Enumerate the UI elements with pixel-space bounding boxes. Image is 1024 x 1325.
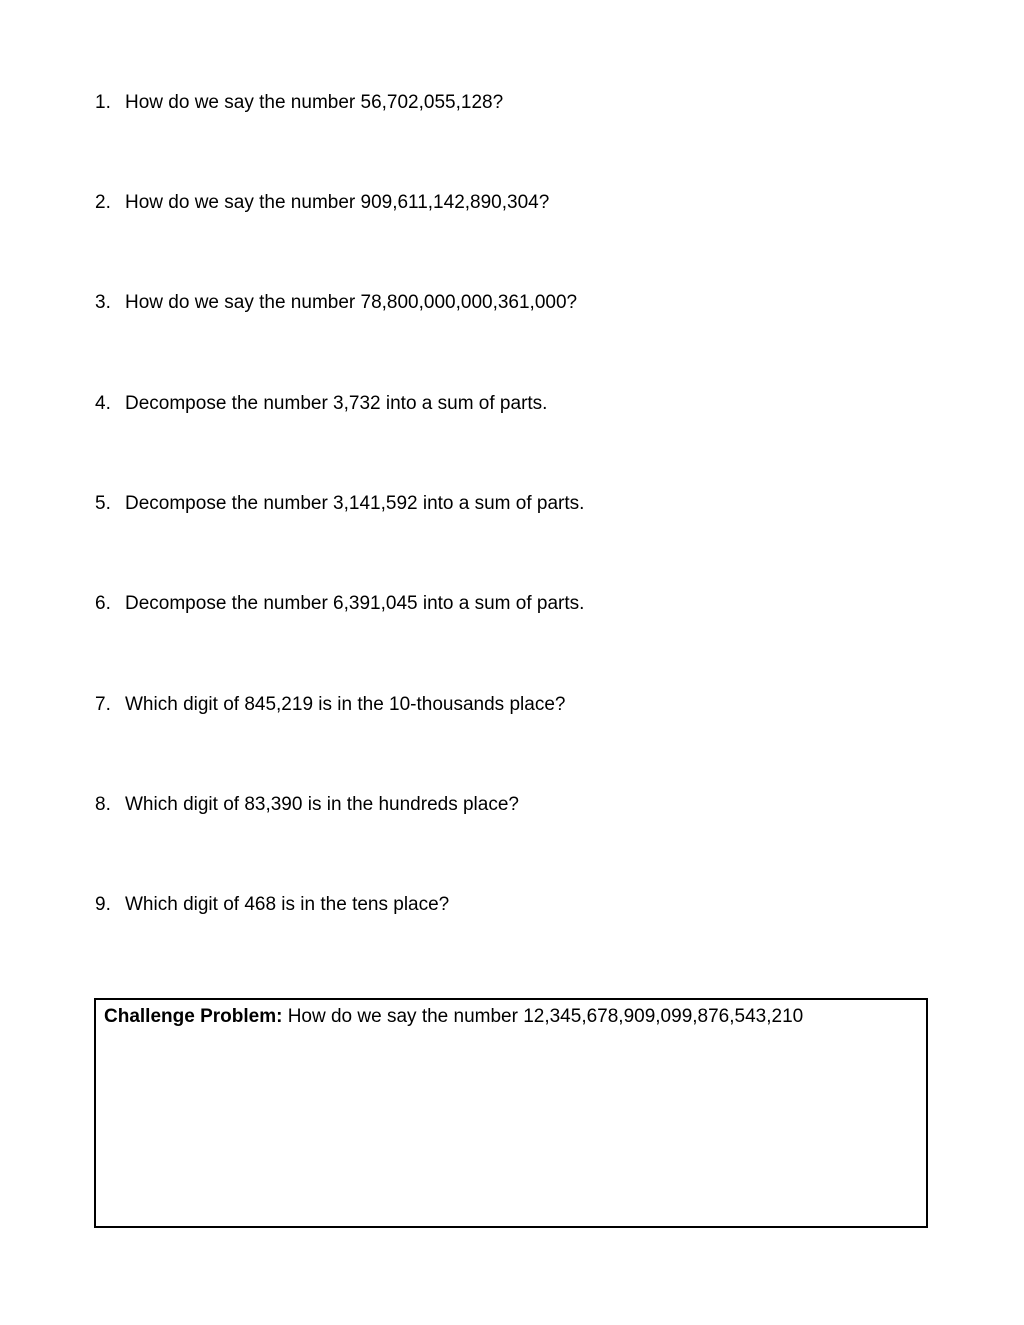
question-1 [95, 92, 503, 114]
question-number: 6. [95, 593, 111, 614]
question-7 [95, 694, 565, 716]
question-number: 4. [95, 393, 111, 414]
question-3 [95, 292, 577, 314]
question-text: Decompose the number 6,391,045 into a sum of parts. [125, 593, 585, 614]
question-number: 3. [95, 292, 111, 313]
question-text: Decompose the number 3,732 into a sum of parts. [125, 393, 548, 414]
question-number: 2. [95, 192, 111, 213]
question-number: 8. [95, 794, 111, 815]
question-4 [95, 393, 547, 415]
question-6 [95, 593, 584, 615]
question-5 [95, 493, 584, 515]
question-number: 1. [95, 92, 111, 113]
question-9 [95, 894, 449, 916]
question-text: How do we say the number 56,702,055,128? [125, 92, 504, 113]
question-number: 7. [95, 694, 111, 715]
question-text: Which digit of 845,219 is in the 10-thousands place? [125, 694, 566, 715]
question-text: Which digit of 468 is in the tens place? [125, 894, 450, 915]
question-text: Which digit of 83,390 is in the hundreds place? [125, 794, 519, 815]
challenge-label: Challenge Problem: [104, 1006, 283, 1027]
challenge-problem-box [94, 998, 928, 1228]
question-text: How do we say the number 909,611,142,890,304? [125, 192, 550, 213]
challenge-text: How do we say the number 12,345,678,909,099,876,543,210 [282, 1006, 804, 1027]
question-number: 5. [95, 493, 111, 514]
question-2 [95, 192, 549, 214]
challenge-problem [104, 1006, 803, 1028]
question-text: How do we say the number 78,800,000,000,361,000? [125, 292, 578, 313]
question-8 [95, 794, 519, 816]
question-text: Decompose the number 3,141,592 into a sum of parts. [125, 493, 585, 514]
question-number: 9. [95, 894, 111, 915]
